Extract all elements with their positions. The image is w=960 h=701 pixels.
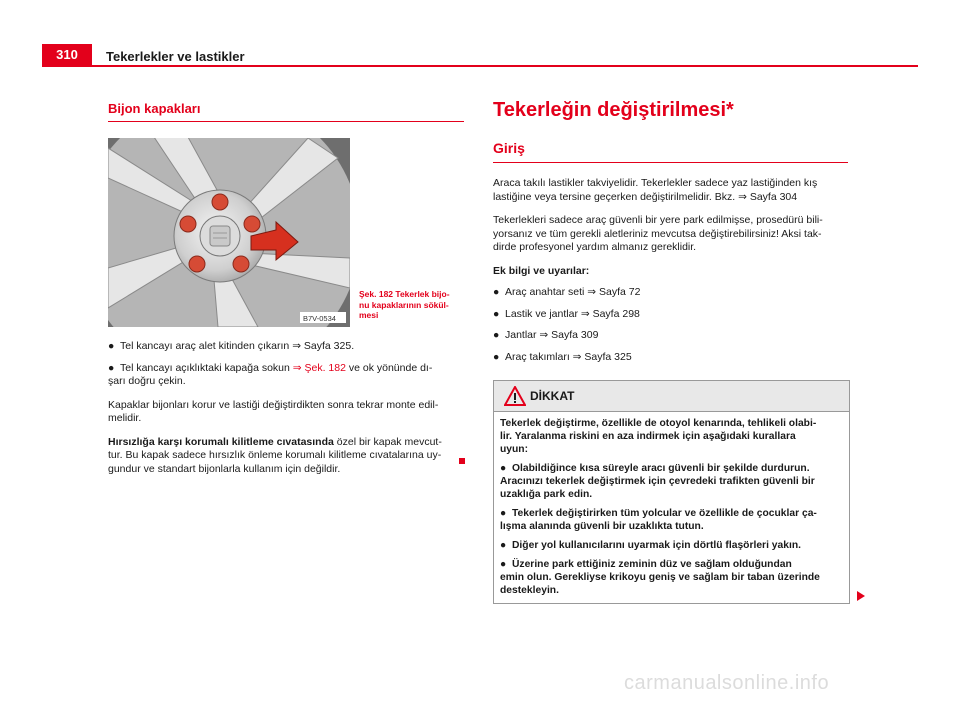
- ref-item[interactable]: ● Lastik ve jantlar ⇒ Sayfa 298: [493, 307, 640, 320]
- bullet-remove-hook: ● Tel kancayı araç alet kitinden çıkarın ⇒ Sayfa 325.: [108, 340, 355, 352]
- warning-box: [493, 380, 850, 604]
- paragraph-caps-protect: Kapaklar bijonları korur ve lastiği değiştirdikten sonra tekrar monte edil- melidir.: [108, 398, 439, 424]
- warning-title: DİKKAT: [530, 389, 575, 403]
- ref-item[interactable]: ● Araç takımları ⇒ Sayfa 325: [493, 350, 632, 363]
- warning-triangle-icon: [504, 386, 526, 406]
- photo-code: B7V-0534: [303, 314, 336, 323]
- caption-line: mesi: [359, 310, 379, 320]
- figure-caption: [359, 289, 450, 321]
- section-title-lug-caps: Bijon kapakları: [108, 101, 464, 122]
- running-title: Tekerlekler ve lastikler: [106, 49, 245, 64]
- wheel-photo: [108, 138, 350, 327]
- continue-arrow-icon: [857, 591, 865, 601]
- subtitle-intro: Giriş: [493, 140, 848, 163]
- figure-182: [108, 138, 464, 328]
- caption-line: nu kapaklarının sökül-: [359, 299, 449, 310]
- extra-info-heading: Ek bilgi ve uyarılar:: [493, 264, 590, 277]
- header-rule: [42, 65, 918, 67]
- right-column: [493, 95, 848, 604]
- procedure-paragraph: Tekerlekleri sadece araç güvenli bir yere park edilmişse, prosedürü bili- yorsanız ve tüm gerekli aletleriniz mevcutsa değiştirebilirsiniz! Aksi tak- dirde profesyonel yardım almanız gereklidir.: [493, 214, 823, 253]
- ref-item[interactable]: ● Jantlar ⇒ Sayfa 309: [493, 329, 599, 341]
- watermark: carmanualsonline.info: [624, 672, 830, 694]
- figure-ref-link[interactable]: ⇒ Şek. 182: [292, 361, 346, 374]
- bold-term: Hırsızlığa karşı korumalı kilitleme cıvatasında: [108, 435, 334, 448]
- bullet-insert-hook: ● Tel kancayı açıklıktaki kapağa sokun ⇒ Şek. 182 ve ok yönünde dı- şarı doğru çekin.: [108, 361, 433, 387]
- main-title: Tekerleğin değiştirilmesi*: [493, 99, 734, 121]
- bullet-text: şarı doğru çekin.: [108, 375, 186, 387]
- warning-header: [494, 381, 849, 412]
- bullet-text: ve ok yönünde dı-: [345, 361, 433, 374]
- ref-item[interactable]: ● Araç anahtar seti ⇒ Sayfa 72: [493, 286, 641, 298]
- intro-paragraph: Araca takılı lastikler takviyelidir. Tekerlekler sadece yaz lastiğinden kış lastiğine veya tersine geçerken değiştirilmelidir. Bkz. ⇒ Sayfa 304: [493, 177, 818, 203]
- bullet-text: Tel kancayı açıklıktaki kapağa sokun: [120, 361, 290, 374]
- page-ref-link[interactable]: ⇒ Sayfa 325.: [292, 340, 355, 352]
- paragraph-anti-theft: Hırsızlığa karşı korumalı kilitleme cıvatasında özel bir kapak mevcut- tur. Bu kapak sadece hırsızlık önleme korumalı kilitleme cıvatalarına uy- gundur ve standart bijonlarla kullanım için değildir.: [108, 435, 442, 475]
- bullet-text: Tel kancayı araç alet kitinden çıkarın: [120, 340, 290, 352]
- page-number: 310: [42, 44, 92, 66]
- warning-body: Tekerlek değiştirme, özellikle de otoyol kenarında, tehlikeli olabi- lir. Yaralanma riskini en aza indirmek için aşağıdaki kurallara uyun: ● Olabildiğince kısa süreyle aracı güvenli bir şekilde durdurun. Aracınızı tekerlek değiştirmek için çevredeki trafikten güvenli bir uzaklığa park edin. ● Tekerlek değiştirirken tüm yolcular ve özellikle de çocuklar ça- lışma alanında güvenli bir uzaklıkta tutun. ● Diğer yol kullanıcılarını uyarmak için dörtlü flaşörleri yakın. ● Üzerine park ettiğiniz zeminin düz ve sağlam olduğundan emin olun. Gerekliyse krikoyu geniş ve sağlam bir taban üzerinde destekleyin.: [500, 418, 820, 596]
- caption-line: Şek. 182 Tekerlek bijo-: [359, 289, 450, 299]
- end-of-section-mark: [459, 458, 465, 464]
- left-column: [108, 95, 464, 476]
